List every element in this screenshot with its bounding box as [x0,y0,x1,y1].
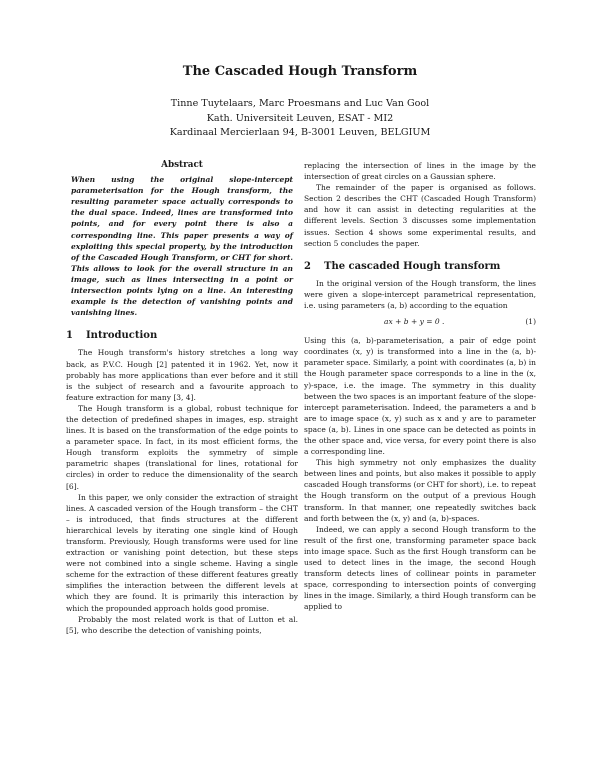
paper-title: The Cascaded Hough Transform [182,64,418,79]
left-column [66,160,298,636]
author-block [0,97,600,141]
paragraph: Using this (a, b)-parameterisation, a pair of edge point coordinates (x, y) is transformed into a line in the (a, b)-parameter space. Similarly, a point with coordinates (a, b) in the Hough parameter space corresponds to a line in the (x, y)-space, i.e. the image. The symmetry in this duality between the two spaces is an important feature of the slope-intercept parameterisation. Indeed, the parameters a and b are to image space (x, y) such as x and y are to parameter space (a, b). Lines in one space can be detected as points in the other space and, vice versa, for every point there is also a corresponding line. [304,336,536,457]
paragraph: In this paper, we only consider the extraction of straight lines. A cascaded version of the Hough transform – the CHT – is introduced, that finds structures at the different hierarchical levels by iterating one single kind of Hough transform. Previously, Hough transforms were used for line extraction or vanishing point detection, but these steps were not combined into a single scheme. Having a single scheme for the extraction of these different features greatly simplifies the interaction between the different levels at which they are found. It is primarily this interaction by which the propounded approach holds good promise. [66,492,298,613]
authors: Tinne Tuytelaars, Marc Proesmans and Luc Van Gool [170,98,430,109]
paragraph: In the original version of the Hough transform, the lines were given a slope-intercept parametrical representation, i.e. using parameters (a, b) according to the equation [304,278,536,311]
affiliation: Kath. Universiteit Leuven, ESAT - MI2 [206,112,394,124]
section-2-heading [304,261,536,272]
paragraph: The Hough transform is a global, robust technique for the detection of predefined shapes in images, esp. straight lines. It is based on the transformation of the edge points to a parameter space. In fact, in its most efficient forms, the Hough transform exploits the symmetry of simple parametric shapes (translational for lines, rotational for circles) in order to reduce the dimensionality of the search [6]. [66,403,298,491]
paragraph: This high symmetry not only emphasizes the duality between lines and points, but also makes it possible to apply cascaded Hough transforms (or CHT for short), i.e. to repeat the Hough transform on the output of a previous Hough transform. In that manner, one repeatedly switches back and forth between the (x, y) and (a, b)-spaces. [304,458,536,523]
equation-number: (1) [525,317,536,327]
paragraph: Indeed, we can apply a second Hough transform to the result of the first one, transforming parameter space back into image space. Such as the first Hough transform can be used to detect lines in the image, the second Hough transform detects lines of collinear points in parameter space, corresponding to intersection points of converging lines in the image. Similarly, a third Hough transform can be applied to [304,524,536,612]
section-title: Introduction [86,330,158,342]
abstract-heading: Abstract [161,160,203,170]
paragraph: replacing the intersection of lines in the image by the intersection of great circles on a Gaussian sphere. [304,161,536,182]
abstract-text: When using the original slope-intercept parameterisation for the Hough transform, the resulting parameter space actually corresponds to the dual space. Indeed, lines are transformed into points, and for every point there is also a corresponding line. This paper presents a way of exploiting this special property, by the introduction of the Cascaded Hough Transform, or CHT for short. This allows to look for the overall structure in an image, such as lines intersecting in a point or intersection points lying on a line. An interesting example is the detection of vanishing points and vanishing lines. [71,175,293,318]
address: Kardinaal Mercierlaan 94, B-3001 Leuven, BELGIUM [169,127,431,138]
equation-expression: ax + b + y = 0 . [384,317,445,327]
section-1-heading [66,330,298,341]
paragraph: The remainder of the paper is organised as follows. Section 2 describes the CHT (Cascaded Hough Transform) and how it can assist in detecting regularities at the different levels. Section 3 discusses some implementation issues. Section 4 shows some experimental results, and section 5 concludes the paper. [304,183,536,248]
section-number: 1 [66,330,73,342]
paragraph: The Hough transform's history stretches a long way back, as P.V.C. Hough [2] patented it in 1962. Yet, now it probably has more applications than ever before and it still is the subject of research and a favourite approach to feature extraction for many [3, 4]. [66,348,298,402]
section-number: 2 [304,260,311,272]
equation-1 [304,316,536,330]
right-column [304,160,536,612]
section-title: The cascaded Hough transform [324,260,501,272]
paragraph: Probably the most related work is that of Lutton et al. [5], who describe the detection of vanishing points, [66,614,298,635]
